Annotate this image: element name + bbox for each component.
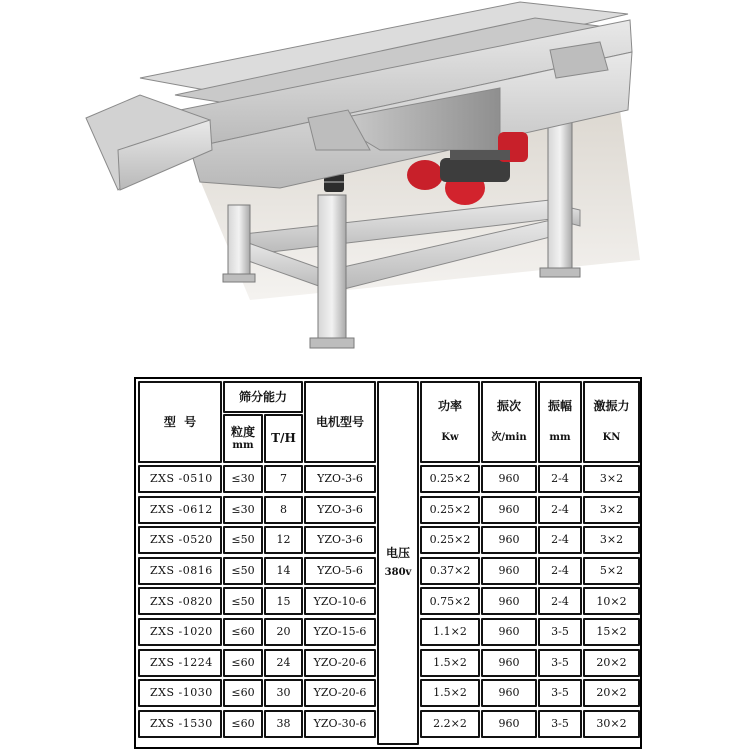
cell-throughput: 30 bbox=[264, 679, 303, 707]
cell-frequency: 960 bbox=[481, 679, 537, 707]
cell-amplitude: 2-4 bbox=[538, 465, 582, 493]
cell-frequency: 960 bbox=[481, 557, 537, 585]
cell-granularity: ≤30 bbox=[223, 496, 263, 524]
cell-amplitude: 2-4 bbox=[538, 526, 582, 554]
cell-amplitude: 3-5 bbox=[538, 679, 582, 707]
cell-model: ZXS -0820 bbox=[138, 587, 222, 615]
cell-amplitude: 2-4 bbox=[538, 496, 582, 524]
cell-granularity: ≤50 bbox=[223, 557, 263, 585]
cell-granularity: ≤60 bbox=[223, 649, 263, 677]
cell-model: ZXS -0510 bbox=[138, 465, 222, 493]
cell-frequency: 960 bbox=[481, 710, 537, 738]
cell-exciting-force: 5×2 bbox=[583, 557, 640, 585]
cell-frequency: 960 bbox=[481, 465, 537, 493]
cell-motor-model: YZO-3-6 bbox=[304, 465, 376, 493]
cell-model: ZXS -0612 bbox=[138, 496, 222, 524]
cell-exciting-force: 20×2 bbox=[583, 649, 640, 677]
cell-throughput: 8 bbox=[264, 496, 303, 524]
cell-exciting-force: 3×2 bbox=[583, 465, 640, 493]
cell-amplitude: 2-4 bbox=[538, 587, 582, 615]
header-frequency: 振次 次/min bbox=[481, 381, 537, 463]
voltage-cell: 电压 380v bbox=[377, 381, 419, 745]
cell-throughput: 38 bbox=[264, 710, 303, 738]
cell-exciting-force: 15×2 bbox=[583, 618, 640, 646]
cell-frequency: 960 bbox=[481, 618, 537, 646]
header-amplitude: 振幅 mm bbox=[538, 381, 582, 463]
cell-power: 0.25×2 bbox=[420, 526, 480, 554]
cell-throughput: 24 bbox=[264, 649, 303, 677]
cell-granularity: ≤30 bbox=[223, 465, 263, 493]
cell-amplitude: 3-5 bbox=[538, 618, 582, 646]
cell-motor-model: YZO-30-6 bbox=[304, 710, 376, 738]
cell-power: 0.75×2 bbox=[420, 587, 480, 615]
cell-frequency: 960 bbox=[481, 649, 537, 677]
header-motor-model: 电机型号 bbox=[304, 381, 376, 463]
cell-frequency: 960 bbox=[481, 496, 537, 524]
cell-exciting-force: 20×2 bbox=[583, 679, 640, 707]
cell-exciting-force: 3×2 bbox=[583, 496, 640, 524]
header-model: 型 号 bbox=[138, 381, 222, 463]
spec-table bbox=[134, 377, 642, 749]
cell-power: 0.25×2 bbox=[420, 465, 480, 493]
cell-granularity: ≤60 bbox=[223, 679, 263, 707]
cell-amplitude: 2-4 bbox=[538, 557, 582, 585]
header-capacity: 筛分能力 bbox=[223, 381, 303, 413]
cell-power: 2.2×2 bbox=[420, 710, 480, 738]
cell-motor-model: YZO-15-6 bbox=[304, 618, 376, 646]
cell-exciting-force: 3×2 bbox=[583, 526, 640, 554]
cell-granularity: ≤50 bbox=[223, 587, 263, 615]
cell-motor-model: YZO-20-6 bbox=[304, 679, 376, 707]
product-photo bbox=[80, 0, 640, 372]
cell-power: 0.25×2 bbox=[420, 496, 480, 524]
cell-model: ZXS -0816 bbox=[138, 557, 222, 585]
cell-model: ZXS -1020 bbox=[138, 618, 222, 646]
cell-exciting-force: 30×2 bbox=[583, 710, 640, 738]
cell-frequency: 960 bbox=[481, 526, 537, 554]
cell-throughput: 12 bbox=[264, 526, 303, 554]
cell-exciting-force: 10×2 bbox=[583, 587, 640, 615]
header-exciting-force: 激振力 KN bbox=[583, 381, 640, 463]
cell-granularity: ≤60 bbox=[223, 710, 263, 738]
cell-motor-model: YZO-20-6 bbox=[304, 649, 376, 677]
cell-model: ZXS -1530 bbox=[138, 710, 222, 738]
header-throughput: T/H bbox=[264, 414, 303, 463]
cell-motor-model: YZO-3-6 bbox=[304, 496, 376, 524]
cell-frequency: 960 bbox=[481, 587, 537, 615]
header-power: 功率 Kw bbox=[420, 381, 480, 463]
header-granularity: 粒度 mm bbox=[223, 414, 263, 463]
cell-motor-model: YZO-5-6 bbox=[304, 557, 376, 585]
cell-throughput: 15 bbox=[264, 587, 303, 615]
cell-power: 1.5×2 bbox=[420, 649, 480, 677]
cell-motor-model: YZO-3-6 bbox=[304, 526, 376, 554]
cell-throughput: 14 bbox=[264, 557, 303, 585]
cell-amplitude: 3-5 bbox=[538, 710, 582, 738]
cell-power: 1.1×2 bbox=[420, 618, 480, 646]
cell-model: ZXS -1030 bbox=[138, 679, 222, 707]
cell-power: 1.5×2 bbox=[420, 679, 480, 707]
cell-granularity: ≤50 bbox=[223, 526, 263, 554]
cell-model: ZXS -1224 bbox=[138, 649, 222, 677]
cell-model: ZXS -0520 bbox=[138, 526, 222, 554]
cell-amplitude: 3-5 bbox=[538, 649, 582, 677]
cell-throughput: 7 bbox=[264, 465, 303, 493]
cell-throughput: 20 bbox=[264, 618, 303, 646]
cell-motor-model: YZO-10-6 bbox=[304, 587, 376, 615]
cell-power: 0.37×2 bbox=[420, 557, 480, 585]
cell-granularity: ≤60 bbox=[223, 618, 263, 646]
